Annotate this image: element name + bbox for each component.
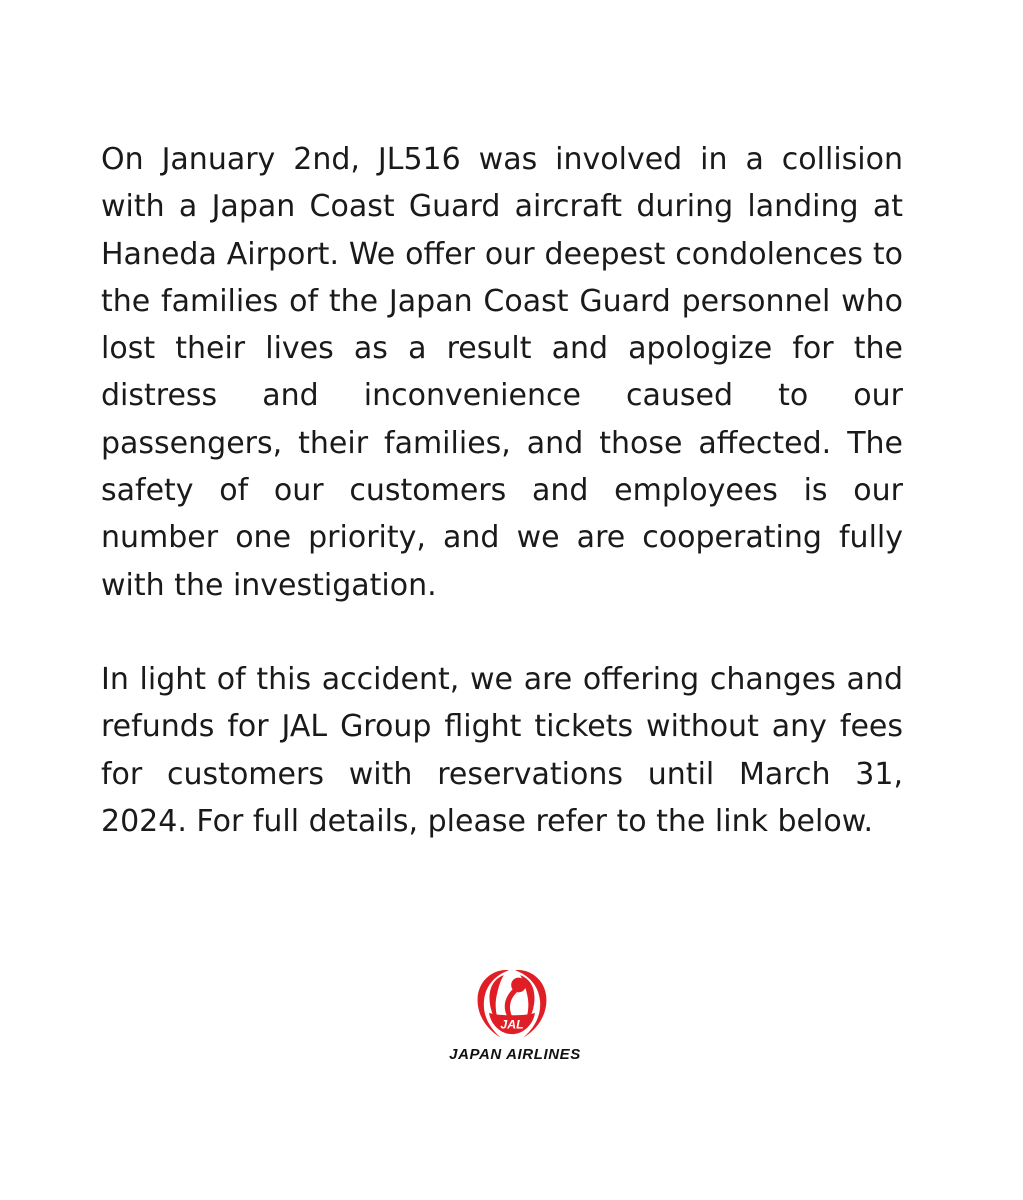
statement-paragraph-2: In light of this accident, we are offering changes and refunds for JAL Group flight tickets without any fees for customers with reservations until March 31, 2024. For full details, please refer to the link below. [101,661,903,839]
brand-name: JAPAN AIRLINES [449,1046,581,1063]
jal-logo [0,962,1023,1063]
emblem-text: JAL [499,1017,524,1032]
statement-body [101,136,903,845]
jal-crane-icon [471,962,553,1044]
statement-paragraph-1: On January 2nd, JL516 was involved in a collision with a Japan Coast Guard aircraft during landing at Haneda Airport. We offer our deepest condolences to the families of the Japan Coast Guard personnel who lost their lives as a result and apologize for the distress and inconvenience caused to our passengers, their families, and those affected. The safety of our customers and employees is our number one priority, and we are cooperating fully with the investigation. [101,142,903,603]
